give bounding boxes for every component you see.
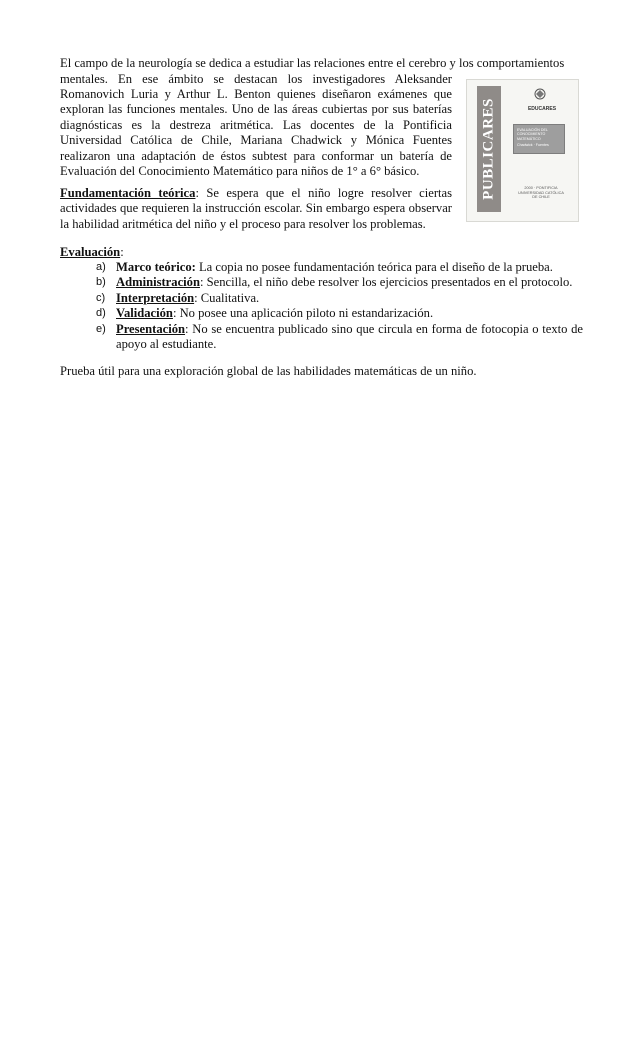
- list-item: [0, 260, 638, 275]
- list-item-term: Marco teórico:: [116, 260, 196, 274]
- list-item-term: Administración: [116, 275, 200, 290]
- theory-label: Fundamentación teórica: [60, 186, 196, 200]
- list-item-content: [116, 275, 583, 290]
- evaluation-heading: [60, 245, 124, 260]
- list-item-text: La copia no posee fundamentación teórica para el diseño de la prueba.: [195, 260, 553, 274]
- cover-footer: 2000 · PONTIFICIA UNIVERSIDAD CATÓLICA DE CHILE: [518, 186, 564, 200]
- list-item-term: Interpretación: [116, 290, 195, 305]
- list-item-content: [116, 322, 583, 353]
- cover-authors: Chadwick · Fuentes: [517, 143, 549, 148]
- theory-text: : Se espera que el niño logre resolver ciertas actividades que requieren la instrucción escolar. Sin embargo espera observar la habilidad aritmética del niño y el proceso para resolver los problemas.: [60, 186, 453, 231]
- evaluation-heading-label: Evaluación: [60, 245, 121, 259]
- list-item-text: : Cualitativa.: [194, 290, 260, 305]
- list-item-text: : Sencilla, el niño debe resolver los ejercicios presentados en el protocolo.: [199, 275, 573, 290]
- list-item-term: Validación: [116, 306, 173, 321]
- cover-title: EVALUACIÓN DEL CONOCIMIENTO MATEMÁTICO: [517, 128, 548, 141]
- evaluation-list: [0, 260, 638, 353]
- list-item: [0, 306, 638, 321]
- list-item-content: [116, 291, 583, 306]
- intro-paragraph: mentales. En ese ámbito se destacan los investigadores Aleksander Romanovich Luria y Arthur L. Benton quienes diseñaron exámenes que exploran las funciones mentales. Uno de las áreas cubiertas por sus baterías diagnósticas es la destreza aritmética. Las docentes de la Pontificia Universidad Católica de Chile, Mariana Chadwick y Mónica Fuentes realizaron una adaptación de éstos subtest para conformar un batería de Evaluación del Conocimiento Matemático para niños de 1° a 6° básico.: [60, 71, 452, 178]
- cover-spine-text: PUBLICARES: [480, 98, 497, 200]
- intro-first-line: El campo de la neurología se dedica a estudiar las relaciones entre el cerebro y los comportamientos: [60, 56, 565, 70]
- list-item-text: : No posee una aplicación piloto ni estandarización.: [172, 306, 434, 321]
- list-marker: d): [96, 307, 106, 320]
- book-cover-image: [466, 79, 579, 222]
- list-marker: c): [96, 291, 106, 304]
- list-item: [0, 275, 638, 290]
- cover-publisher: EDUCARES: [527, 106, 557, 112]
- closing-paragraph: Prueba útil para una exploración global de las habilidades matemáticas de un niño.: [60, 364, 477, 378]
- theory-paragraph: [60, 186, 452, 232]
- publisher-logo-icon: [532, 88, 548, 100]
- list-item-content: [116, 260, 583, 275]
- list-item-text: : No se encuentra publicado sino que circula en forma de fotocopia o texto de apoyo al estudiante.: [116, 321, 583, 351]
- list-item: [0, 322, 638, 353]
- list-marker: e): [96, 322, 106, 335]
- list-marker: a): [96, 261, 106, 273]
- evaluation-heading-colon: :: [120, 245, 124, 259]
- list-marker: b): [96, 276, 106, 289]
- cover-title-box: [513, 124, 565, 154]
- list-item-term: Presentación: [116, 321, 186, 336]
- list-item: [0, 291, 638, 306]
- list-item-content: [116, 306, 583, 321]
